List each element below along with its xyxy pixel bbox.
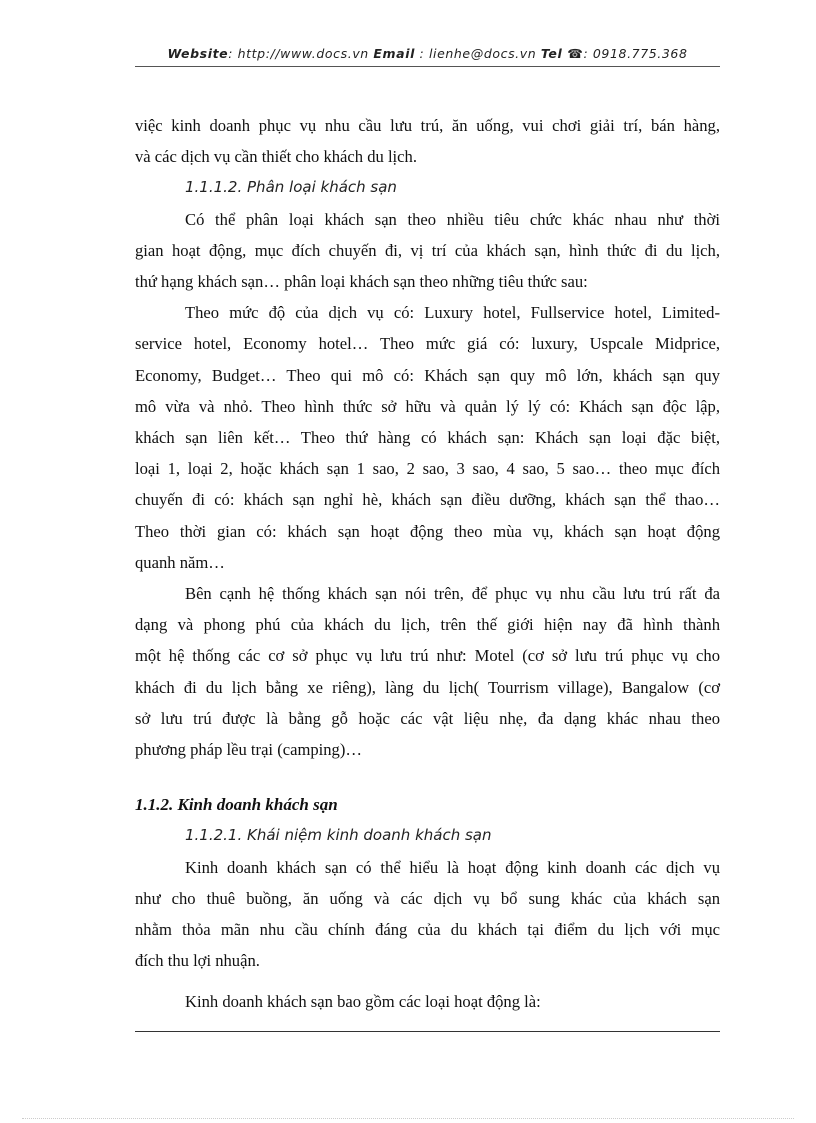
body-line: như cho thuê buồng, ăn uống và các dịch vụ bổ sung khác của khách sạn: [135, 888, 720, 908]
footer-rule: [135, 1031, 720, 1032]
body-line: quanh năm…: [135, 552, 225, 572]
page-edge: [22, 1118, 794, 1119]
body-line: nhằm thỏa mãn nhu cầu chính đáng của du khách tại điểm du lịch với mục: [135, 920, 720, 940]
body-line: khách sạn liên kết… Theo thứ hàng có khách sạn: Khách sạn loại đặc biệt,: [135, 428, 720, 448]
body-line: dạng và phong phú của khách du lịch, trên thế giới hiện nay đã hình thành: [135, 615, 720, 635]
body-line: loại 1, loại 2, hoặc khách sạn 1 sao, 2 sao, 3 sao, 4 sao, 5 sao… theo mục đích: [135, 459, 720, 479]
body-line: phương pháp lều trại (camping)…: [135, 740, 362, 760]
section-heading-1-1-2: 1.1.2. Kinh doanh khách sạn: [135, 795, 338, 815]
body-line: và các dịch vụ cần thiết cho khách du lịch.: [135, 147, 417, 167]
body-line: đích thu lợi nhuận.: [135, 951, 260, 971]
body-line: chuyến đi có: khách sạn nghỉ hè, khách sạn điều dưỡng, khách sạn thể thao…: [135, 490, 720, 510]
header-rule: [135, 66, 720, 67]
body-line: Kinh doanh khách sạn bao gồm các loại hoạt động là:: [185, 992, 541, 1012]
body-line: gian hoạt động, mục đích chuyến đi, vị trí của khách sạn, hình thức đi du lịch,: [135, 240, 720, 260]
email-value: : lienhe@docs.vn: [414, 46, 541, 61]
body-line: thứ hạng khách sạn… phân loại khách sạn theo những tiêu thức sau:: [135, 272, 588, 292]
email-label: Email: [373, 46, 415, 61]
tel-label: Tel ☎: [540, 46, 584, 61]
body-line: service hotel, Economy hotel… Theo mức giá có: luxury, Uspcale Midprice,: [135, 334, 720, 354]
body-line: Bên cạnh hệ thống khách sạn nói trên, để phục vụ nhu cầu lưu trú rất đa: [185, 584, 720, 604]
tel-value: : 0918.775.368: [583, 46, 688, 61]
page-header: [135, 46, 720, 61]
body-line: Theo mức độ của dịch vụ có: Luxury hotel, Fullservice hotel, Limited-: [185, 303, 720, 323]
website-label: Website: [167, 46, 229, 61]
body-line: việc kinh doanh phục vụ nhu cầu lưu trú, ăn uống, vui chơi giải trí, bán hàng,: [135, 116, 720, 135]
body-line: Theo thời gian có: khách sạn hoạt động theo mùa vụ, khách sạn hoạt động: [135, 521, 720, 541]
section-gap: [135, 765, 720, 789]
document-body: [135, 110, 720, 1018]
website-value: : http://www.docs.vn: [228, 46, 374, 61]
body-line: Economy, Budget… Theo qui mô có: Khách sạn quy mô lớn, khách sạn quy: [135, 365, 720, 385]
body-line: Có thể phân loại khách sạn theo nhiều tiêu chức khác nhau như thời: [185, 209, 720, 229]
paragraph-gap: [135, 976, 720, 986]
subheading-1-1-2-1: 1.1.2.1. Khái niệm kinh doanh khách sạn: [185, 826, 492, 845]
body-line: một hệ thống các cơ sở phục vụ lưu trú như: Motel (cơ sở lưu trú phục vụ cho: [135, 646, 720, 666]
body-line: sở lưu trú được là bằng gỗ hoặc các vật liệu nhẹ, đa dạng khác nhau theo: [135, 708, 720, 728]
body-line: mô vừa và nhỏ. Theo hình thức sở hữu và quản lý lý có: Khách sạn độc lập,: [135, 396, 720, 416]
body-line: Kinh doanh khách sạn có thể hiểu là hoạt động kinh doanh các dịch vụ: [185, 857, 720, 877]
subheading-1-1-1-2: 1.1.1.2. Phân loại khách sạn: [185, 178, 397, 197]
body-line: khách đi du lịch bằng xe riêng), làng du lịch( Tourrism village), Bangalow (cơ: [135, 677, 720, 697]
